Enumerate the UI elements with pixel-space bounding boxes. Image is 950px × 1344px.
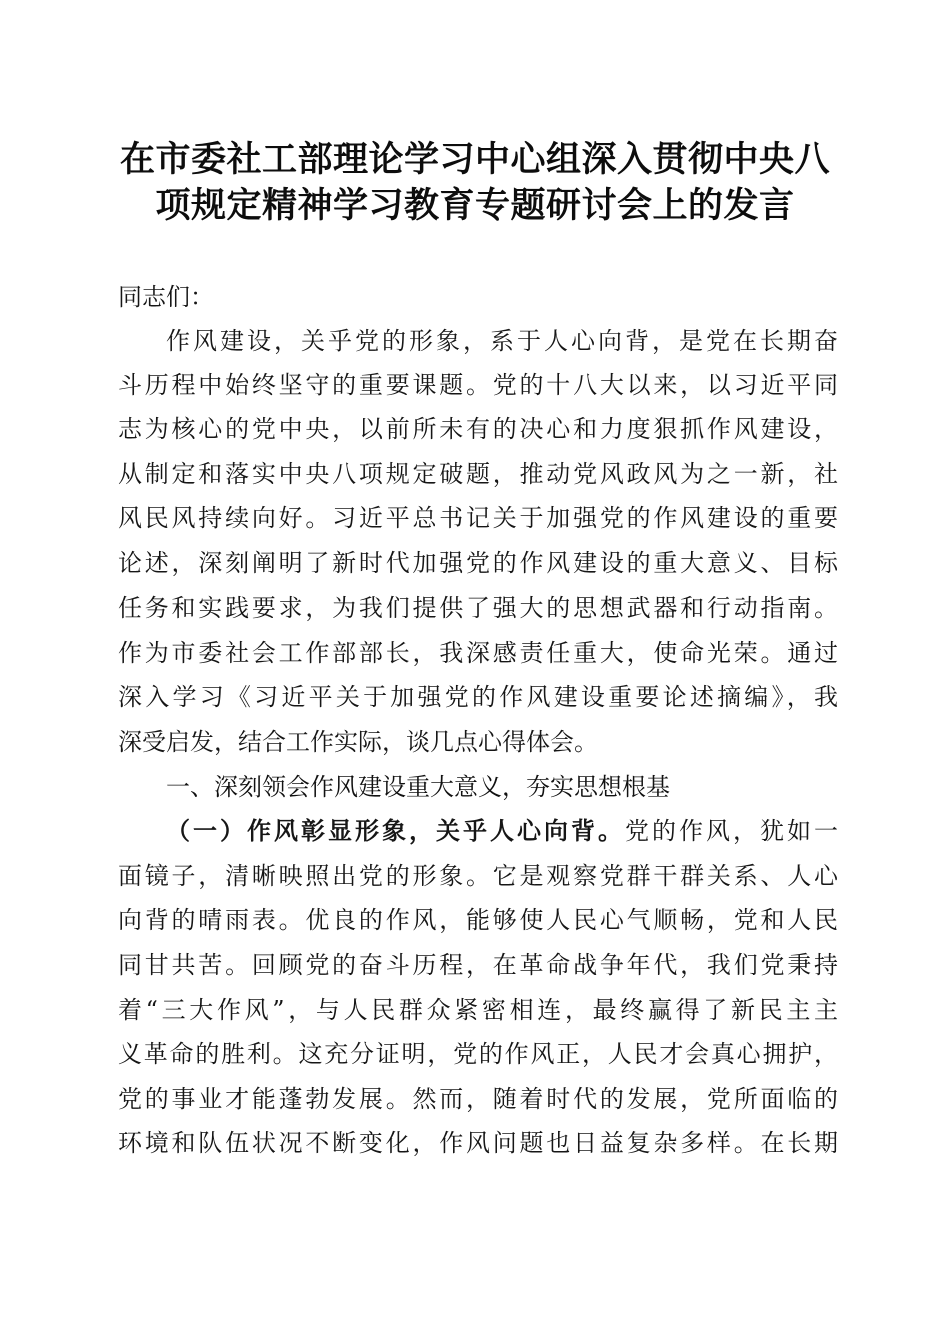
subsection-first-line-rest: 党的作风，犹如一 xyxy=(625,817,838,845)
body-line: 着“三大作风”，与人民群众紧密相连，最终赢得了新民主主 xyxy=(118,996,838,1024)
subsection-first-line xyxy=(166,816,838,846)
body-line: 党的事业才能蓬勃发展。然而，随着时代的发展，党所面临的 xyxy=(118,1085,838,1113)
intro-line: 深受启发，结合工作实际，谈几点心得体会。 xyxy=(118,728,598,756)
intro-line: 作为市委社会工作部部长，我深感责任重大，使命光荣。通过 xyxy=(118,639,838,667)
document-title-line-1: 在市委社工部理论学习中心组深入贯彻中央八 xyxy=(119,140,830,180)
intro-line: 斗历程中始终坚守的重要课题。党的十八大以来，以习近平同 xyxy=(118,371,838,399)
body-line: 面镜子，清晰映照出党的形象。它是观察党群干群关系、人心 xyxy=(118,862,838,890)
subsection-lead: （一）作风彰显形象，关乎人心向背。 xyxy=(166,817,625,845)
intro-line: 作风建设，关乎党的形象，系于人心向背，是党在长期奋 xyxy=(166,327,838,355)
salutation: 同志们： xyxy=(118,283,214,311)
intro-line: 志为核心的党中央，以前所未有的决心和力度狠抓作风建设， xyxy=(118,415,838,443)
body-line: 向背的晴雨表。优良的作风，能够使人民心气顺畅，党和人民 xyxy=(118,906,838,934)
intro-line: 从制定和落实中央八项规定破题，推动党风政风为之一新，社 xyxy=(118,460,838,488)
intro-line: 任务和实践要求，为我们提供了强大的思想武器和行动指南。 xyxy=(118,594,838,622)
intro-line: 深入学习《习近平关于加强党的作风建设重要论述摘编》，我 xyxy=(118,683,838,711)
intro-line: 论述，深刻阐明了新时代加强党的作风建设的重大意义、目标 xyxy=(118,549,838,577)
intro-line: 风民风持续向好。习近平总书记关于加强党的作风建设的重要 xyxy=(118,504,838,532)
body-line: 同甘共苦。回顾党的奋斗历程，在革命战争年代，我们党秉持 xyxy=(118,951,838,979)
section-heading: 一、深刻领会作风建设重大意义，夯实思想根基 xyxy=(166,773,670,801)
document-title-line-2: 项规定精神学习教育专题研讨会上的发言 xyxy=(155,186,795,226)
body-line: 环境和队伍状况不断变化，作风问题也日益复杂多样。在长期 xyxy=(118,1129,838,1157)
body-line: 义革命的胜利。这充分证明，党的作风正，人民才会真心拥护， xyxy=(118,1040,838,1068)
